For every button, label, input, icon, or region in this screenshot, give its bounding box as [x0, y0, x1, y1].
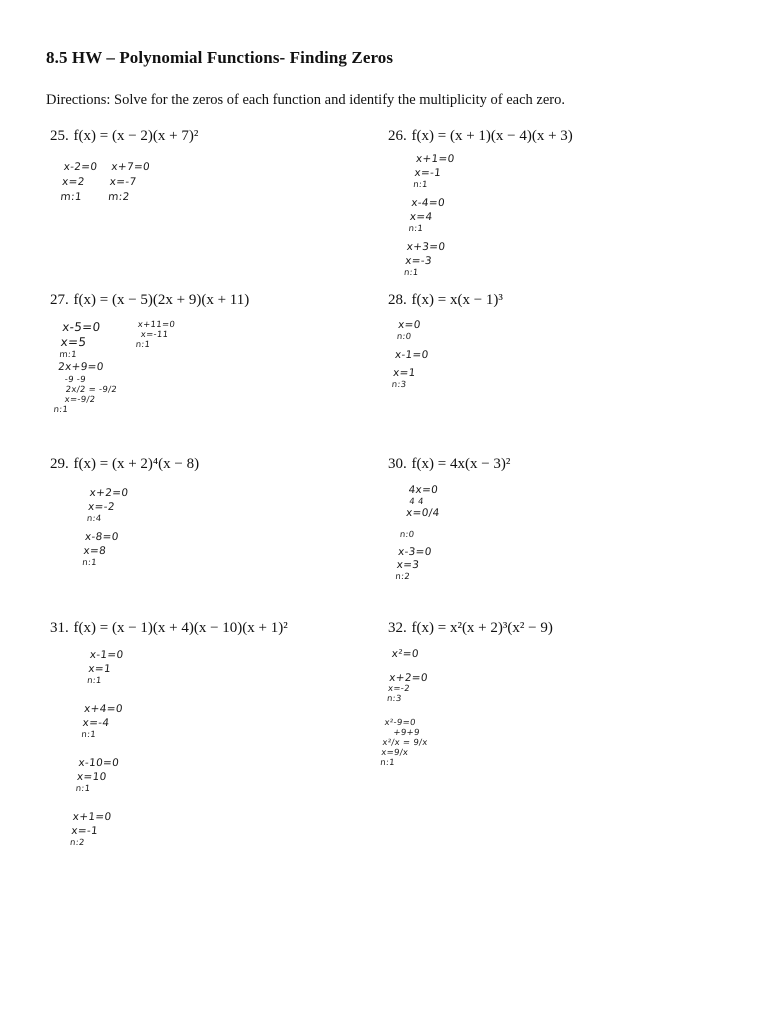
work-line: x+4=0: [83, 703, 124, 715]
problem-number: 31.: [50, 620, 69, 636]
work-line: x+1=0: [72, 811, 113, 823]
work-line: 2x/2 = -9/2: [65, 385, 118, 395]
work-line: x²/x = 9/x: [381, 738, 429, 748]
problem-number: 32.: [388, 620, 407, 636]
work-line: x-4=0: [410, 197, 446, 209]
work-line: x=-1: [413, 167, 442, 179]
work-line: x-1=0: [89, 649, 125, 661]
work-line: -9 -9: [64, 375, 87, 385]
work-column: [128, 320, 175, 415]
work-line: x=8: [82, 545, 107, 557]
work-line: n:0: [396, 332, 412, 342]
problem-31: [50, 620, 288, 637]
page-title: 8.5 HW – Polynomial Functions- Finding Zeros: [46, 48, 394, 67]
work-line: n:1: [412, 180, 429, 190]
work-column: [53, 320, 124, 415]
work-line: n:1: [408, 224, 424, 234]
work-line: x+7=0: [110, 161, 151, 173]
work-line: n:4: [86, 514, 102, 524]
work-line: n:2: [394, 572, 411, 582]
work-line: x-8=0: [84, 531, 120, 543]
work-line: x=10: [76, 771, 108, 783]
work-line: x+1=0: [415, 153, 456, 165]
handwritten-work-31: [69, 648, 131, 848]
work-line: 4 4: [408, 497, 425, 507]
work-line: x=1: [392, 367, 417, 379]
work-line: x+3=0: [406, 241, 446, 253]
work-line: n:1: [403, 268, 419, 278]
problem-function: f(x) = (x − 5)(2x + 9)(x + 11): [73, 292, 250, 308]
work-line: x=0/4: [405, 507, 441, 519]
work-line: n:1: [379, 758, 396, 768]
work-column: [107, 160, 150, 205]
work-line: x²=0: [391, 648, 420, 660]
work-line: x-5=0: [61, 320, 102, 334]
work-line: x=9/x: [380, 748, 409, 758]
work-line: x=-3: [404, 255, 433, 267]
handwritten-work-32: [380, 648, 438, 768]
directions-text: Directions: Solve for the zeros of each function and identify the multiplicity of each zero.: [46, 92, 566, 108]
work-line: n:1: [80, 730, 97, 740]
problem-function: f(x) = 4x(x − 3)²: [411, 456, 511, 472]
work-line: x=5: [59, 335, 88, 349]
work-line: n:1: [86, 676, 103, 686]
work-line: n:3: [386, 694, 403, 704]
work-column: [60, 160, 98, 205]
work-line: x+11=0: [137, 320, 176, 330]
work-line: m:1: [58, 350, 78, 360]
work-line: x+2=0: [388, 672, 429, 684]
problem-28: [388, 292, 503, 309]
problem-number: 27.: [50, 292, 69, 308]
work-line: x-10=0: [77, 757, 120, 769]
handwritten-work-26: [403, 152, 455, 278]
problem-function: f(x) = x²(x + 2)³(x² − 9): [411, 620, 553, 636]
handwritten-work-28: [391, 318, 432, 390]
work-line: x-2=0: [62, 161, 98, 173]
problem-number: 30.: [388, 456, 407, 472]
work-line: x=-2: [87, 501, 116, 513]
problem-26: [388, 128, 573, 145]
work-line: x-1=0: [394, 349, 430, 361]
work-line: 4x=0: [407, 484, 439, 496]
problem-function: f(x) = (x + 2)⁴(x − 8): [73, 456, 200, 472]
work-line: n:2: [69, 838, 86, 848]
work-line: n:3: [391, 380, 407, 390]
problem-27: [50, 292, 249, 309]
problem-number: 25.: [50, 128, 69, 144]
problem-30: [388, 456, 510, 473]
work-line: m:2: [107, 191, 131, 203]
problem-function: f(x) = x(x − 1)³: [411, 292, 503, 308]
work-line: n:1: [135, 340, 151, 350]
work-line: m:1: [59, 191, 83, 203]
work-line: n:1: [81, 558, 98, 568]
work-line: x=-2: [387, 684, 411, 694]
handwritten-work-30: [395, 484, 443, 582]
work-line: n:1: [75, 784, 91, 794]
work-line: x-3=0: [397, 546, 433, 558]
work-line: 2x+9=0: [57, 361, 105, 373]
work-line: x=3: [396, 559, 420, 571]
work-line: x=-9/2: [64, 395, 96, 405]
problem-number: 26.: [388, 128, 407, 144]
problem-32: [388, 620, 553, 637]
problem-function: f(x) = (x − 1)(x + 4)(x − 10)(x + 1)²: [73, 620, 288, 636]
problem-25: [50, 128, 198, 145]
work-line: x²-9=0: [383, 718, 417, 728]
problem-number: 29.: [50, 456, 69, 472]
work-line: x=0: [397, 319, 422, 331]
work-line: x=-7: [109, 176, 138, 188]
problem-number: 28.: [388, 292, 407, 308]
work-line: x+2=0: [88, 487, 129, 499]
problem-function: f(x) = (x − 2)(x + 7)²: [73, 128, 199, 144]
work-line: x=-11: [140, 330, 169, 340]
work-line: x=4: [409, 211, 434, 223]
work-line: n:1: [53, 405, 69, 415]
work-line: x=-1: [70, 825, 99, 837]
work-line: x=-4: [81, 717, 110, 729]
work-line: x=1: [87, 663, 112, 675]
handwritten-work-25: [60, 160, 151, 205]
problem-function: f(x) = (x + 1)(x − 4)(x + 3): [411, 128, 573, 144]
handwritten-work-29: [82, 486, 129, 568]
work-line: n:0: [399, 530, 415, 540]
work-line: +9+9: [392, 728, 421, 738]
problem-29: [50, 456, 199, 473]
work-line: x=2: [61, 176, 86, 188]
handwritten-work-27: [53, 320, 176, 415]
